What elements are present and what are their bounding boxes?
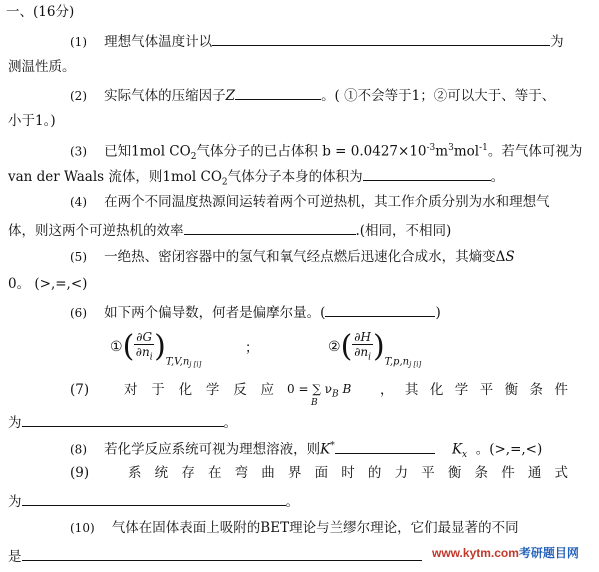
q2-cont: 小于1。): [8, 113, 56, 129]
q7-char: 应: [260, 382, 274, 398]
q4-text: 在两个不同温度热源间运转着两个可逆热机，其工作介质分别为水和理想气: [104, 194, 550, 210]
q3-cont-b: 气体分子本身的体积为: [227, 169, 363, 185]
q8-blank[interactable]: [335, 439, 435, 454]
q7-char: 其: [404, 382, 419, 398]
q7-sum-index: B: [311, 398, 318, 408]
q4-cont-text: 体，则这两个可逆热机的效率: [8, 223, 184, 239]
q6-b-lparen: (: [340, 329, 353, 365]
q3-line: [70, 139, 582, 166]
q8-tail: 。(>,=,<): [475, 441, 543, 458]
q3-cont-a: van der Waals 流体，则1mol CO: [8, 169, 222, 185]
q9-char: 条: [474, 465, 489, 481]
q9-char: 件: [501, 465, 515, 481]
q9-char: 衡: [447, 465, 462, 481]
footer-watermark: [432, 544, 579, 561]
q9-char: 曲: [261, 465, 275, 481]
q10-cont: [8, 546, 422, 566]
q8-number: (8): [70, 442, 87, 457]
q3-sup2: 3: [448, 143, 454, 153]
q6-a-top: ∂G: [136, 330, 153, 344]
q4-line: [70, 193, 550, 211]
section-header: 一、(16分): [6, 4, 75, 20]
q6-blank[interactable]: [325, 302, 435, 317]
q6-option-b: [328, 330, 421, 369]
q8-text: 若化学反应系统可视为理想溶液，则: [104, 441, 321, 458]
q7-number: (7): [70, 382, 90, 398]
q9-char: 通: [527, 465, 542, 481]
q9-char: 界: [287, 465, 302, 481]
q6-tail: ): [435, 305, 441, 321]
q7-char: 对: [124, 382, 138, 398]
q3-cont-end: 。: [490, 169, 505, 185]
q6-a-j: j [i]: [189, 360, 202, 369]
q6-a-label: ①: [110, 339, 123, 356]
q4-number: (4): [70, 195, 87, 209]
q6-b-i: i: [368, 352, 372, 363]
q7-cont: [8, 412, 237, 432]
q3-sup1: -3: [426, 143, 436, 153]
q9-char: 系: [128, 465, 142, 481]
q3-blank[interactable]: [363, 166, 491, 181]
q6-b-bot: ∂n: [354, 345, 369, 359]
q7-char: 反: [233, 382, 247, 398]
q4-blank[interactable]: [184, 220, 356, 235]
q6-number: (6): [70, 306, 87, 320]
q10-text: 气体在固体表面上吸附的BET理论与兰缪尔理论，它们最显著的不同: [111, 520, 519, 536]
q9-blank[interactable]: [22, 491, 286, 506]
q2-line: [70, 85, 555, 105]
q2-text: 实际气体的压缩因子: [104, 88, 226, 104]
q6-b-label: ②: [328, 339, 341, 356]
q8-var2: K: [451, 441, 463, 458]
q6-a-sub: T,V,n: [165, 356, 190, 368]
q7-text-b: [380, 381, 568, 399]
q7-char: 化: [178, 382, 193, 398]
q6-line: [70, 302, 441, 322]
q3-sub: 2: [190, 152, 197, 163]
q9-char: 在: [207, 465, 222, 481]
q7-eq: 0 = ∑ ν: [287, 382, 332, 396]
q7-char: 学: [205, 382, 220, 398]
q3-mol: mol: [453, 143, 480, 160]
q7-char: ，: [380, 382, 394, 398]
q4-cont-end: .(相同，不相同): [355, 223, 452, 239]
q6-option-a: [110, 330, 201, 369]
q7-char: 化: [429, 382, 444, 398]
q3-mid: 气体分子的已占体积 b = 0.0427×10: [196, 143, 427, 160]
q9-char: 时: [341, 465, 355, 481]
q2-number: (2): [70, 89, 87, 103]
q8-sub2: x: [462, 450, 468, 461]
q7-blank[interactable]: [22, 412, 224, 427]
q6-sep: ；: [245, 340, 259, 356]
q5-cont: 0。 (>,=,<): [8, 276, 88, 292]
q3-tail: 。若气体可视为: [487, 143, 583, 160]
q1-text: 理想气体温度计以: [104, 34, 213, 50]
q7-char: 衡: [504, 382, 519, 398]
q6-a-bot: ∂n: [135, 345, 150, 359]
q3-number: (3): [70, 144, 87, 159]
q8-sup: *: [330, 441, 335, 451]
q10-blank[interactable]: [22, 546, 422, 561]
q6-a-lparen: (: [122, 329, 135, 365]
q4-cont: [8, 220, 451, 240]
q9-char: 面: [314, 465, 329, 481]
q7-char: 平: [479, 382, 494, 398]
q2-var: Z: [225, 88, 236, 104]
q5-line: [70, 248, 515, 266]
q3-sup3: -1: [479, 143, 488, 153]
q9-char: 统: [154, 465, 169, 481]
q6-a-frac: [134, 330, 154, 364]
q6-text: 如下两个偏导数，何者是偏摩尔量。(: [104, 305, 326, 321]
q9-cont-pre: 为: [8, 494, 22, 510]
q9-char: 平: [421, 465, 435, 481]
q5-number: (5): [70, 250, 87, 264]
q1-tail: 为: [550, 34, 564, 50]
q7-equation: [287, 382, 352, 408]
q6-b-sub: T,p,n: [384, 356, 410, 368]
q9-number: (9): [70, 465, 90, 481]
q7-text-a: [124, 381, 274, 399]
q9-cont: [8, 491, 299, 511]
q9-char: 弯: [234, 465, 249, 481]
q10-line: [70, 519, 519, 537]
q3-cont: [8, 166, 504, 192]
footer-url: www.kytm.com: [432, 546, 519, 560]
q3-pre: 已知1mol CO: [104, 143, 191, 160]
q1-line: [70, 31, 564, 51]
q10-number: (10): [70, 521, 95, 535]
q7-char: 于: [151, 382, 165, 398]
q8-var: K: [320, 441, 331, 458]
q1-number: (1): [70, 35, 87, 49]
q5-text: 一绝热、密闭容器中的氢气和氧气经点燃后迅速化合成水，其熵变Δ: [104, 249, 506, 265]
q6-b-j: j [i]: [409, 360, 422, 369]
q9-char: 式: [554, 465, 568, 481]
q7-char: 条: [529, 382, 544, 398]
q6-b-rparen: ): [372, 329, 385, 365]
q9-char: 存: [181, 465, 195, 481]
q7-cont-pre: 为: [8, 415, 22, 431]
q7-cont-end: 。: [223, 415, 237, 431]
q6-a-rparen: ): [154, 329, 166, 365]
q1-cont: 测温性质。: [8, 59, 76, 75]
q9-text: [128, 464, 568, 482]
q7-eq-sub: B: [332, 389, 339, 400]
q10-cont-text: 是: [8, 549, 22, 565]
q6-b-top: ∂H: [354, 330, 371, 344]
q9-cont-end: 。: [285, 494, 299, 510]
q2-tail: 。( ①不会等于1；②可以大于、等于、: [321, 88, 556, 104]
q7-char: 学: [454, 382, 469, 398]
q6-b-frac: [352, 330, 373, 364]
q9-char: 的: [367, 465, 382, 481]
q3-m: m: [435, 143, 449, 160]
q7-char: 件: [554, 382, 568, 398]
q1-blank[interactable]: [212, 31, 550, 46]
q5-var: S: [505, 249, 515, 265]
q6-a-i: i: [149, 352, 153, 363]
q3-cont-sub: 2: [221, 177, 228, 188]
q7-eq-var: B: [342, 382, 352, 396]
footer-brand: 考研题目网: [518, 546, 579, 560]
q2-blank[interactable]: [235, 85, 321, 100]
q9-char: 力: [394, 465, 409, 481]
q8-line: [70, 437, 542, 464]
